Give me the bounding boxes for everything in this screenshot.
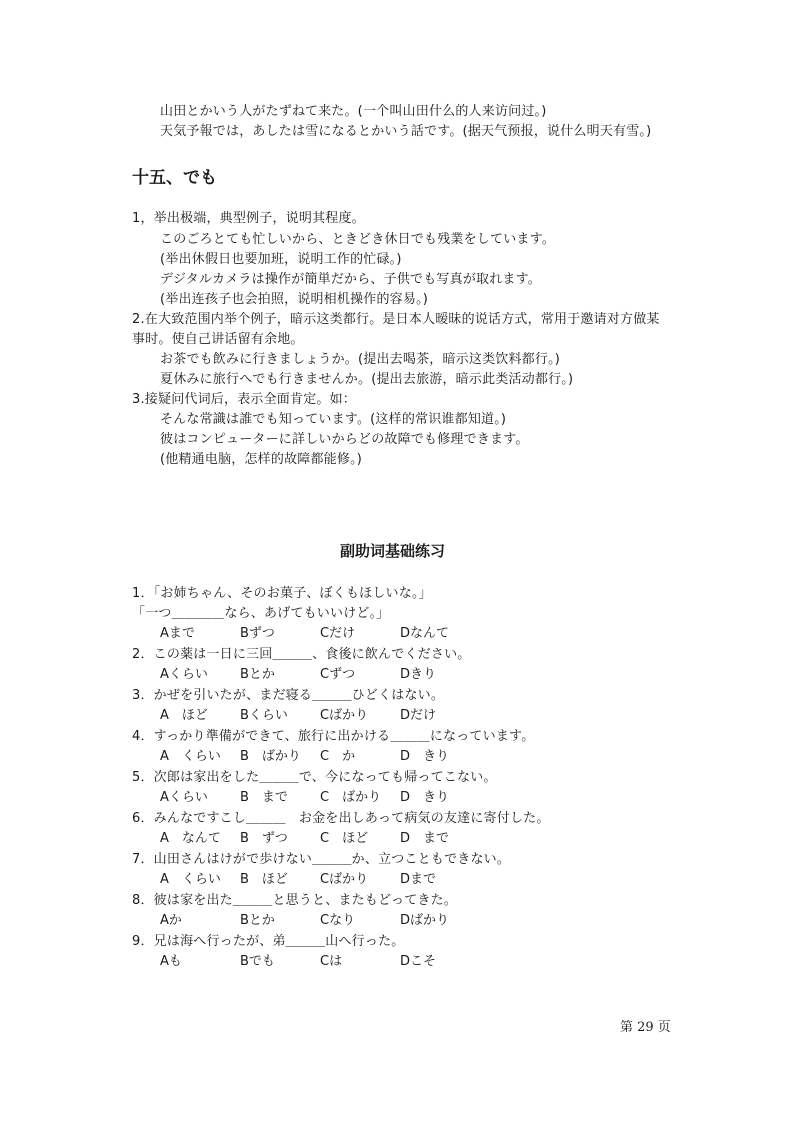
option: Bでも xyxy=(240,954,275,969)
section-line: 事时。使自己讲话留有余地。 xyxy=(132,332,304,347)
option: Bずつ xyxy=(240,626,275,641)
question-text: 7．山田さんはけがで歩けない＿＿＿か、立つこともできない。 xyxy=(132,852,511,867)
option: Cばかり xyxy=(320,872,369,887)
exercise-title: 副助词基础练习 xyxy=(340,542,446,560)
question-text: 「一つ＿＿＿＿なら、あげてもいいけど。」 xyxy=(132,606,390,621)
option: Aまで xyxy=(160,626,195,641)
option: B ずつ xyxy=(240,831,288,846)
question-text: 1．「お姉ちゃん、そのお菓子、ぼくもほしいな。」 xyxy=(132,586,432,601)
section-line: このごろとても忙しいから、ときどき休日でも残業をしています。 xyxy=(160,232,555,247)
option: C か xyxy=(320,749,356,764)
option: A ほど xyxy=(160,708,208,723)
option: D きり xyxy=(400,749,450,764)
option: Dこそ xyxy=(400,954,437,969)
question-text: 6．みんなですこし＿＿＿ お金を出しあって病気の友達に寄付した。 xyxy=(132,811,550,826)
option: D きり xyxy=(400,790,450,805)
option: Dなんて xyxy=(400,626,450,641)
question-text: 9．兄は海へ行ったが、弟＿＿＿山へ行った。 xyxy=(132,934,405,949)
section-line: 彼はコンピューターに詳しいからどの故障でも修理できます。 xyxy=(160,432,529,447)
option: Dばかり xyxy=(400,913,450,928)
option: Dだけ xyxy=(400,708,437,723)
option: A なんて xyxy=(160,831,221,846)
option: B まで xyxy=(240,790,288,805)
option: Aも xyxy=(160,954,182,969)
option: Bとか xyxy=(240,913,275,928)
option: Cばかり xyxy=(320,708,369,723)
section-line: (他精通电脑，怎样的故障都能修。) xyxy=(160,452,363,467)
option: Dきり xyxy=(400,667,437,682)
intro-line: 山田とかいう人がたずねて来た。(一个叫山田什么的人来访问过。) xyxy=(160,104,547,119)
answer-options xyxy=(160,871,480,889)
section-line: そんな常識は誰でも知っています。(这样的常识谁都知道。) xyxy=(160,412,507,427)
option: A くらい xyxy=(160,749,221,764)
answer-options xyxy=(160,789,480,807)
section-line: 3.接疑问代词后，表示全面肯定。如： xyxy=(132,392,357,407)
option: Bとか xyxy=(240,667,275,682)
answer-options xyxy=(160,830,480,848)
option: B ほど xyxy=(240,872,288,887)
intro-line: 天気予報では，あしたは雪になるとかいう話です。(据天气预报，说什么明天有雪。) xyxy=(160,124,652,139)
answer-options xyxy=(160,912,480,930)
option: Aか xyxy=(160,913,182,928)
question-text: 5．次郎は家出をした＿＿＿で、今になっても帰ってこない。 xyxy=(132,770,497,785)
option: A くらい xyxy=(160,872,221,887)
question-text: 4．すっかり準備ができて、旅行に出かける＿＿＿になっています。 xyxy=(132,729,535,744)
section-line: デジタルカメラは操作が簡単だから、子供でも写真が取れます。 xyxy=(160,272,541,287)
section-line: (举出连孩子也会拍照，说明相机操作的容易。) xyxy=(160,292,429,307)
option: Cは xyxy=(320,954,343,969)
option: Aくらい xyxy=(160,667,208,682)
option: Cなり xyxy=(320,913,356,928)
option: B ばかり xyxy=(240,749,301,764)
answer-options xyxy=(160,953,480,971)
answer-options xyxy=(160,625,480,643)
question-text: 3．かぜを引いたが、まだ寝る＿＿＿ひどくはない。 xyxy=(132,688,445,703)
section-line: (举出休假日也要加班，说明工作的忙碌。) xyxy=(160,252,402,267)
answer-options xyxy=(160,707,480,725)
option: Cずつ xyxy=(320,667,356,682)
option: Dまで xyxy=(400,872,437,887)
option: D まで xyxy=(400,831,450,846)
option: Aくらい xyxy=(160,790,208,805)
option: Bくらい xyxy=(240,708,288,723)
option: Cだけ xyxy=(320,626,356,641)
answer-options xyxy=(160,748,480,766)
page-number: 第 29 页 xyxy=(620,1020,671,1035)
section-heading: 十五、でも xyxy=(132,168,217,188)
section-line: 2.在大致范围内举个例子，暗示这类都行。是日本人暧昧的说话方式，常用于邀请对方做某 xyxy=(132,312,660,327)
section-line: お茶でも飲みに行きましょうか。(提出去喝茶，暗示这类饮料都行。) xyxy=(160,352,561,367)
question-text: 8．彼は家を出た＿＿＿と思うと、またもどってきた。 xyxy=(132,893,458,908)
section-line: 1，举出极端，典型例子，说明其程度。 xyxy=(132,211,365,226)
option: C ほど xyxy=(320,831,369,846)
question-text: 2．この薬は一日に三回＿＿＿、食後に飲んでください。 xyxy=(132,647,471,662)
answer-options xyxy=(160,666,480,684)
section-line: 夏休みに旅行へでも行きませんか。(提出去旅游，暗示此类活动都行。) xyxy=(160,372,574,387)
option: C ばかり xyxy=(320,790,382,805)
